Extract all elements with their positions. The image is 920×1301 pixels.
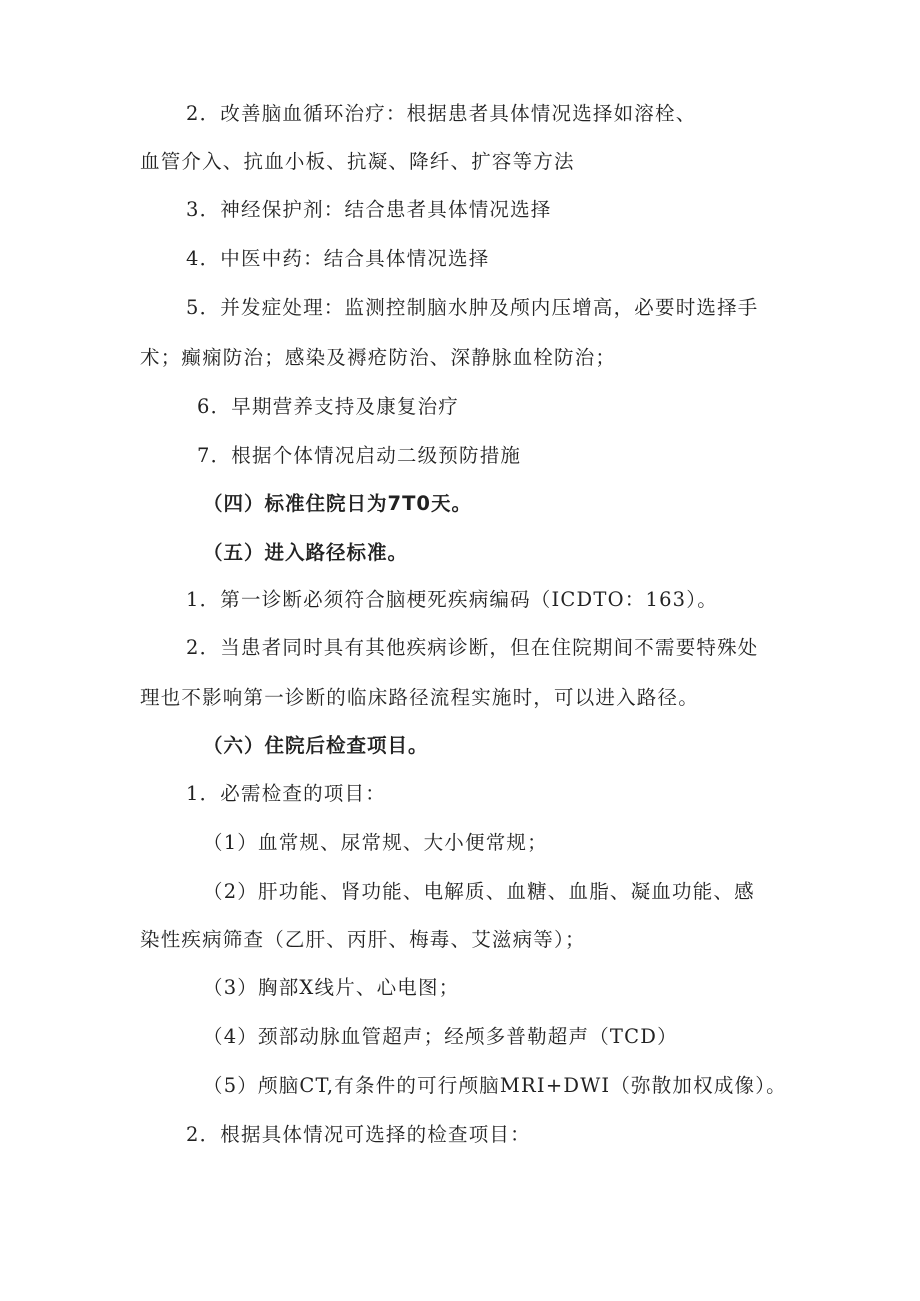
paragraph-line: 2．根据具体情况可选择的检查项目： — [186, 1123, 531, 1146]
paragraph-line: 2．当患者同时具有其他疾病诊断，但在住院期间不需要特殊处 — [186, 636, 759, 659]
paragraph-line: 术；癫痫防治；感染及褥疮防治、深静脉血栓防治； — [140, 346, 617, 369]
paragraph-line: 1．第一诊断必须符合脑梗死疾病编码（ICDTO：163）。 — [186, 588, 718, 611]
paragraph-line: （3）胸部X线片、心电图； — [203, 976, 460, 999]
section-heading: （四）标准住院日为7T0天。 — [203, 492, 472, 515]
paragraph-line: 5．并发症处理：监测控制脑水肿及颅内压增高，必要时选择手 — [186, 296, 759, 319]
paragraph-line: （1）血常规、尿常规、大小便常规； — [203, 831, 548, 854]
paragraph-line: 7．根据个体情况启动二级预防措施 — [197, 444, 522, 467]
paragraph-line: （5）颅脑CT,有条件的可行颅脑MRI+DWI（弥散加权成像）。 — [203, 1074, 787, 1097]
paragraph-line: 3．神经保护剂：结合患者具体情况选择 — [186, 198, 552, 221]
paragraph-line: 理也不影响第一诊断的临床路径流程实施时，可以进入路径。 — [140, 686, 699, 709]
paragraph-line: 6．早期营养支持及康复治疗 — [197, 395, 460, 418]
paragraph-line: 2．改善脑血循环治疗：根据患者具体情况选择如溶栓、 — [186, 102, 697, 125]
section-heading: （六）住院后检查项目。 — [203, 734, 429, 757]
paragraph-line: （4）颈部动脉血管超声；经颅多普勒超声（TCD） — [203, 1025, 678, 1048]
paragraph-line: 1．必需检查的项目： — [186, 782, 386, 805]
section-heading: （五）进入路径标准。 — [203, 541, 409, 564]
paragraph-line: （2）肝功能、肾功能、电解质、血糖、血脂、凝血功能、感 — [203, 880, 755, 903]
paragraph-line: 4．中医中药：结合具体情况选择 — [186, 247, 490, 270]
paragraph-line: 血管介入、抗血小板、抗凝、降纤、扩容等方法 — [140, 150, 575, 173]
paragraph-line: 染性疾病筛查（乙肝、丙肝、梅毒、艾滋病等）； — [140, 928, 586, 951]
